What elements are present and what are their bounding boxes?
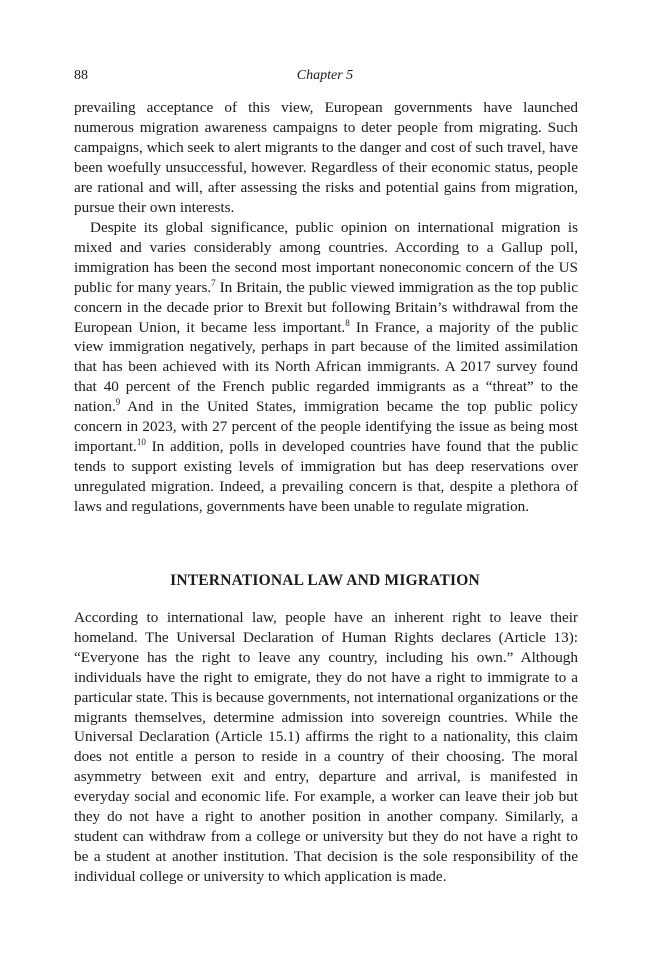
paragraph-3: According to international law, people have an inherent right to leave their homeland. The Universal Declaration of Human Rights declares (Article 13): “Everyone has the right to leave any country, including his own.” Although individuals have the right to emigrate, they do not have a right to immigrate to a particular state. This is because governments, not international organizations or the migrants themselves, determine admission into sovereign countries. While the Universal Declaration (Article 15.1) affirms the right to a nationality, this claim does not entitle a person to reside in a country of their choosing. The moral asymmetry between exit and entry, departure and arrival, is manifested in everyday social and economic life. For example, a worker can leave their job but they do not have a right to another position in another company. Similarly, a student can withdraw from a college or university but they do not have a right to be a student at another institution. That decision is the sole responsibility of the individual college or university to which application is made. xyxy=(74,609,578,885)
paragraph-2-segment: In Britain, the public viewed immigration as the top public concern in the decade prior to Brexit but following Britain’s withdrawal from the European Union, it became less important. xyxy=(74,278,578,336)
footnote-ref-10: 10 xyxy=(136,436,146,447)
paragraph-2 xyxy=(74,218,578,517)
paragraph-1: prevailing acceptance of this view, European governments have launched numerous migration awareness campaigns to deter people from migrating. Such campaigns, which seek to alert migrants to the danger and cost of such travel, have been woefully unsuccessful, however. Regardless of their economic status, people are rational and will, after assessing the risks and potential gains from migration, pursue their own interests. xyxy=(74,99,578,216)
paragraph-2-segment: In France, a majority of the public view immigration negatively, perhaps in part because of the limited assimilation that has been achieved with its North African immigrants. A 2017 survey found that 40 percent of the French public regarded immigrants as a “threat” to the nation. xyxy=(74,318,578,416)
footnote-ref-7: 7 xyxy=(211,277,216,288)
section-heading: INTERNATIONAL LAW AND MIGRATION xyxy=(170,572,480,589)
footnote-ref-9: 9 xyxy=(115,397,121,408)
footnote-ref-8: 8 xyxy=(345,317,350,328)
page-number: 88 xyxy=(74,68,88,83)
paragraph-2-segment: And in the United States, immigration became the top public policy concern in 2023, with 27 percent of the people identifying the issue as being most important. xyxy=(74,398,578,455)
running-head: Chapter 5 xyxy=(296,68,354,83)
paragraph-2-segment: In addition, polls in developed countries have found that the public tends to support existing levels of immigration but has deep reservations over unregulated migration. Indeed, a prevailing concern is that, despite a plethora of laws and regulations, governments have been unable to regulate migration. xyxy=(74,437,578,515)
paragraph-2-segment: Despite its global significance, public opinion on international migration is mixed and varies considerably among countries. According to a Gallup poll, immigration has been the second most important noneconomic concern of the US public for many years. xyxy=(74,219,578,296)
